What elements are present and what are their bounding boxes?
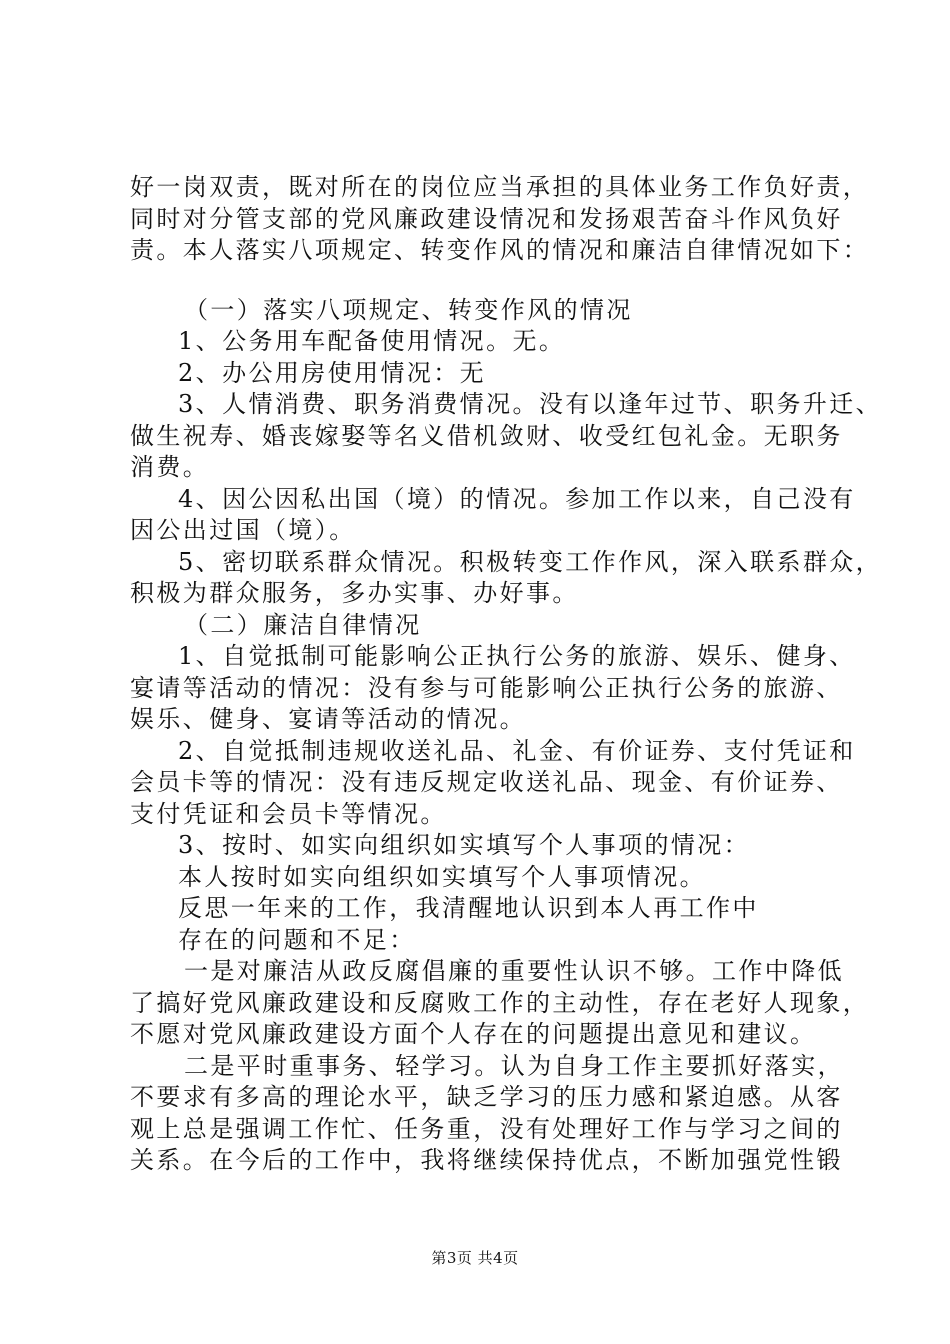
text-line: 了搞好党风廉政建设和反腐败工作的主动性，存在老好人现象，: [130, 988, 870, 1017]
text-line: 不愿对党风廉政建设方面个人存在的问题提出意见和建议。: [130, 1020, 817, 1048]
text-line: 不要求有多高的理论水平，缺乏学习的压力感和紧迫感。从客: [130, 1083, 843, 1111]
text-line: 2、办公用房使用情况：无: [178, 358, 487, 387]
document-body: [130, 172, 883, 1177]
text-line: 4、因公因私出国（境）的情况。参加工作以来，自己没有: [178, 484, 856, 513]
text-line: 本人按时如实向组织如实填写个人事项情况。: [178, 862, 706, 891]
text-line: 二是平时重事务、轻学习。认为自身工作主要抓好落实，: [184, 1051, 844, 1080]
text-line: 存在的问题和不足：: [178, 925, 416, 954]
text-line: 做生祝寿、婚丧嫁娶等名义借机敛财、收受红包礼金。无职务: [130, 421, 843, 450]
text-line: 关系。在今后的工作中，我将继续保持优点，不断加强党性锻: [130, 1146, 843, 1174]
page-number-footer: 第3页 共4页: [431, 1249, 519, 1267]
text-line: 1、公务用车配备使用情况。无。: [178, 327, 566, 355]
text-line: 积极为群众服务，多办实事、办好事。: [130, 579, 579, 607]
text-line: 支付凭证和会员卡等情况。: [130, 799, 447, 828]
text-line: 同时对分管支部的党风廉政建设情况和发扬艰苦奋斗作风负好: [130, 204, 843, 233]
text-line: 娱乐、健身、宴请等活动的情况。: [130, 705, 526, 733]
paragraph-gap: [130, 267, 830, 295]
text-line: 因公出过国（境）。: [130, 516, 356, 544]
text-line: 宴请等活动的情况：没有参与可能影响公正执行公务的旅游、: [130, 673, 843, 702]
text-line: 5、密切联系群众情况。积极转变工作作风，深入联系群众，: [178, 547, 883, 576]
text-line: 2、自觉抵制违规收送礼品、礼金、有价证券、支付凭证和: [178, 736, 856, 765]
text-line: 责。本人落实八项规定、转变作风的情况和廉洁自律情况如下：: [130, 236, 870, 264]
text-line: 会员卡等的情况：没有违反规定收送礼品、现金、有价证券、: [130, 768, 843, 796]
text-line: 3、人情消费、职务消费情况。没有以逢年过节、职务升迁、: [178, 390, 883, 418]
section-heading: （二）廉洁自律情况: [184, 610, 422, 639]
text-line: 好一岗双责，既对所在的岗位应当承担的具体业务工作负好责，: [130, 173, 870, 201]
text-line: 3、按时、如实向组织如实填写个人事项的情况：: [178, 831, 751, 859]
section-heading: （一）落实八项规定、转变作风的情况: [184, 295, 633, 324]
text-line: 观上总是强调工作忙、任务重，没有处理好工作与学习之间的: [130, 1114, 843, 1143]
text-line: 消费。: [130, 453, 210, 481]
text-line: 一是对廉洁从政反腐倡廉的重要性认识不够。工作中降低: [184, 957, 844, 985]
text-line: 反思一年来的工作，我清醒地认识到本人再工作中: [178, 894, 759, 922]
text-line: 1、自觉抵制可能影响公正执行公务的旅游、娱乐、健身、: [178, 642, 856, 670]
